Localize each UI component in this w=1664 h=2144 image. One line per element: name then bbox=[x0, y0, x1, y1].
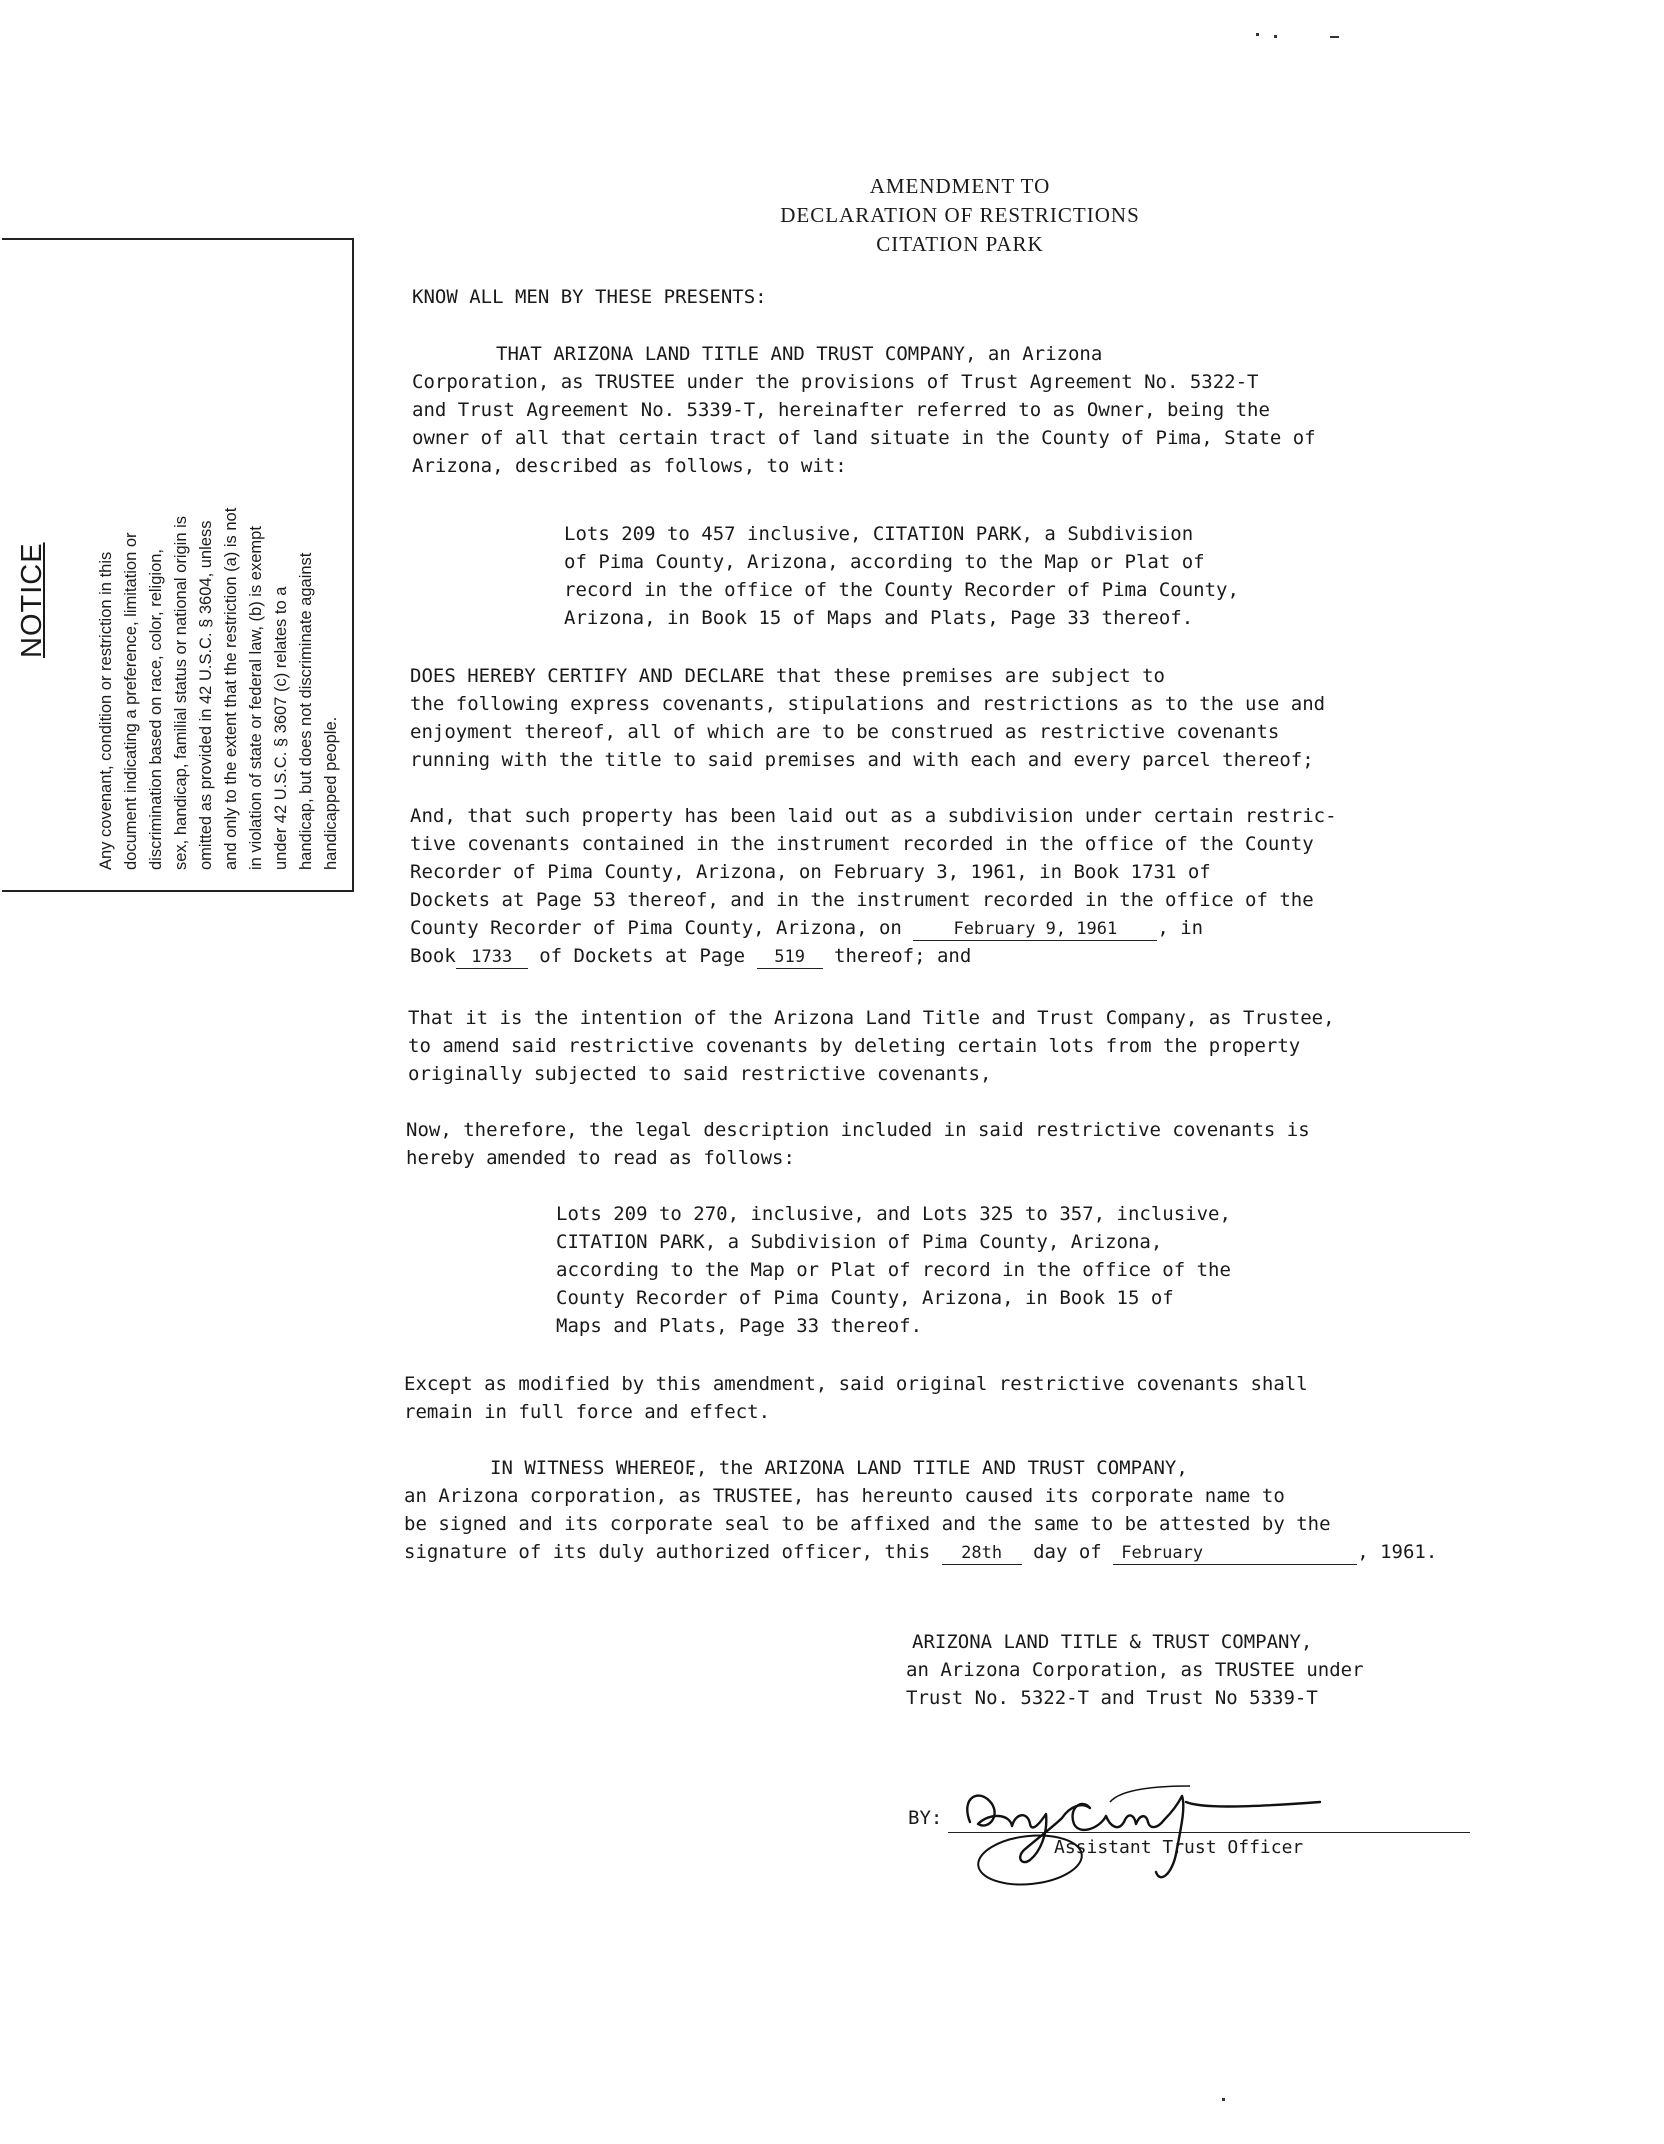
legal-desc-1-line: Lots 209 to 457 inclusive, CITATION PARK, a Subdivision bbox=[564, 523, 1194, 545]
scan-speck bbox=[1274, 35, 1277, 38]
notice-line: document indicating a preference, limitation or bbox=[122, 532, 140, 870]
legal-desc-1-line: of Pima County, Arizona, according to the Map or Plat of bbox=[564, 551, 1205, 573]
p1-line: Arizona, described as follows, to wit: bbox=[412, 455, 847, 477]
p4-line: to amend said restrictive covenants by deleting certain lots from the property bbox=[408, 1035, 1301, 1057]
notice-line: discrimination based on race, color, religion, bbox=[147, 548, 165, 870]
notice-text bbox=[94, 260, 344, 870]
month-field: February bbox=[1113, 1542, 1357, 1565]
p3-line: tive covenants contained in the instrument recorded in the office of the County bbox=[410, 833, 1314, 855]
notice-line: sex, handicap, familial status or national origin is bbox=[172, 515, 190, 870]
p3-line6-pre: Book bbox=[410, 945, 456, 967]
p2-line: DOES HEREBY CERTIFY AND DECLARE that these premises are subject to bbox=[410, 665, 1165, 687]
scan-speck bbox=[1256, 33, 1259, 36]
p6-line: Except as modified by this amendment, said original restrictive covenants shall bbox=[404, 1373, 1308, 1395]
p1-line: Corporation, as TRUSTEE under the provisions of Trust Agreement No. 5322-T bbox=[412, 371, 1259, 393]
legal-desc-1-line: Arizona, in Book 15 of Maps and Plats, Page 33 thereof. bbox=[564, 607, 1194, 629]
legal-desc-2-line: according to the Map or Plat of record in the office of the bbox=[556, 1259, 1231, 1281]
p2-line: enjoyment thereof, all of which are to be construed as restrictive covenants bbox=[410, 721, 1280, 743]
notice-line: and only to the extent that the restriction (a) is not bbox=[222, 507, 240, 870]
p3-line6-post: thereof; and bbox=[834, 945, 972, 967]
p7-line4-post: , 1961. bbox=[1357, 1541, 1438, 1563]
p3-line5-pre: County Recorder of Pima County, Arizona, on bbox=[410, 917, 902, 939]
p4-line: That it is the intention of the Arizona Land Title and Trust Company, as Trustee, bbox=[408, 1007, 1335, 1029]
signer-title: Assistant Trust Officer bbox=[1054, 1837, 1304, 1858]
legal-desc-2-line: County Recorder of Pima County, Arizona, in Book 15 of bbox=[556, 1287, 1174, 1309]
p7-line4-pre: signature of its duly authorized officer, this bbox=[404, 1541, 931, 1563]
company-line-3: Trust No. 5322-T and Trust No 5339-T bbox=[906, 1687, 1318, 1709]
day-field: 28th bbox=[942, 1542, 1022, 1565]
notice-line: under 42 U.S.C. § 3607 (c) relates to a bbox=[272, 586, 290, 870]
title-line-3: CITATION PARK bbox=[876, 232, 1044, 256]
notice-line: handicap, but does not discriminate against bbox=[297, 552, 315, 870]
p3-line: Dockets at Page 53 thereof, and in the instrument recorded in the office of the bbox=[410, 889, 1314, 911]
p5-line: hereby amended to read as follows: bbox=[406, 1147, 795, 1169]
title-line-2: DECLARATION OF RESTRICTIONS bbox=[780, 203, 1140, 227]
book-number-field: 1733 bbox=[456, 946, 528, 969]
page-number-field: 519 bbox=[757, 946, 823, 969]
title-line-1: AMENDMENT TO bbox=[869, 174, 1051, 198]
company-line-2: an Arizona Corporation, as TRUSTEE under bbox=[906, 1659, 1364, 1681]
p7-line: be signed and its corporate seal to be affixed and the same to be attested by the bbox=[404, 1513, 1331, 1535]
notice-title: NOTICE bbox=[16, 542, 48, 658]
p3-line: Recorder of Pima County, Arizona, on February 3, 1961, in Book 1731 of bbox=[410, 861, 1211, 883]
legal-desc-2-line: CITATION PARK, a Subdivision of Pima County, Arizona, bbox=[556, 1231, 1163, 1253]
p3-line6-mid: of Dockets at Page bbox=[539, 945, 746, 967]
p7-line4-mid: day of bbox=[1033, 1541, 1102, 1563]
notice-stamp bbox=[2, 238, 354, 892]
p5-line: Now, therefore, the legal description included in said restrictive covenants is bbox=[406, 1119, 1310, 1141]
notice-line: handicapped people. bbox=[322, 716, 340, 870]
notice-line: omitted as provided in 42 U.S.C. § 3604, unless bbox=[197, 520, 215, 870]
by-label: BY: bbox=[908, 1807, 943, 1829]
company-name: ARIZONA LAND TITLE & TRUST COMPANY, bbox=[912, 1631, 1313, 1653]
recording-date-field: February 9, 1961 bbox=[913, 918, 1157, 941]
legal-desc-2-line: Lots 209 to 270, inclusive, and Lots 325 to 357, inclusive, bbox=[556, 1203, 1231, 1225]
p3-line-5 bbox=[410, 914, 1203, 943]
scan-speck bbox=[1330, 36, 1339, 38]
document-title bbox=[640, 172, 1280, 259]
handwritten-signature bbox=[950, 1742, 1370, 1892]
p3-line: And, that such property has been laid out as a subdivision under certain restric- bbox=[410, 805, 1337, 827]
p7-line-4 bbox=[404, 1538, 1437, 1567]
p2-line: running with the title to said premises and with each and every parcel thereof; bbox=[410, 749, 1314, 771]
p7-line: IN WITNESS WHEREOF, the ARIZONA LAND TITLE AND TRUST COMPANY, bbox=[490, 1457, 1188, 1479]
p7-line: an Arizona corporation, as TRUSTEE, has hereunto caused its corporate name to bbox=[404, 1485, 1285, 1507]
p1-line: owner of all that certain tract of land situate in the County of Pima, State of bbox=[412, 427, 1316, 449]
intro-heading: KNOW ALL MEN BY THESE PRESENTS: bbox=[412, 286, 767, 308]
p6-line: remain in full force and effect. bbox=[404, 1401, 771, 1423]
p3-line5-post: , in bbox=[1157, 917, 1204, 939]
scan-speck bbox=[1222, 2098, 1225, 2101]
p1-line: and Trust Agreement No. 5339-T, hereinafter referred to as Owner, being the bbox=[412, 399, 1270, 421]
notice-line: Any covenant, condition or restriction in this bbox=[97, 551, 115, 870]
legal-desc-2-line: Maps and Plats, Page 33 thereof. bbox=[556, 1315, 923, 1337]
p4-line: originally subjected to said restrictive covenants, bbox=[408, 1063, 992, 1085]
p3-line-6 bbox=[410, 942, 971, 971]
legal-desc-1-line: record in the office of the County Recorder of Pima County, bbox=[564, 579, 1239, 601]
notice-line: in violation of state or federal law, (b) is exempt bbox=[247, 526, 265, 870]
p2-line: the following express covenants, stipulations and restrictions as to the use and bbox=[410, 693, 1326, 715]
p1-line: THAT ARIZONA LAND TITLE AND TRUST COMPANY, an Arizona bbox=[496, 343, 1103, 365]
